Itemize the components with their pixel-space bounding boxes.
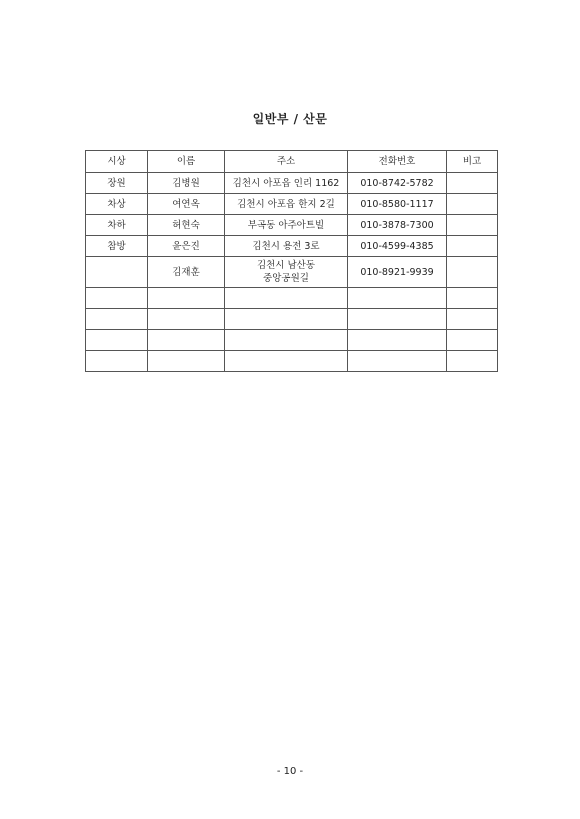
cell-phone: 010-3878-7300 bbox=[348, 215, 447, 236]
table-header-row bbox=[86, 151, 498, 173]
cell-note bbox=[447, 236, 498, 257]
cell-note bbox=[447, 173, 498, 194]
cell-award: 참방 bbox=[86, 236, 148, 257]
column-header-phone: 전화번호 bbox=[348, 151, 447, 173]
cell-name: 윤은진 bbox=[148, 236, 225, 257]
cell-name: 허현숙 bbox=[148, 215, 225, 236]
column-header-note: 비고 bbox=[447, 151, 498, 173]
cell-award bbox=[86, 257, 148, 288]
award-table bbox=[85, 150, 498, 372]
cell-address: 부곡동 아주아트빌 bbox=[225, 215, 348, 236]
cell-address: 김천시 남산동 중앙공원길 bbox=[225, 257, 348, 288]
table-row bbox=[86, 173, 498, 194]
cell-phone: 010-8580-1117 bbox=[348, 194, 447, 215]
cell-note bbox=[447, 194, 498, 215]
page-title: 일반부 / 산문 bbox=[252, 112, 328, 126]
column-header-name: 이름 bbox=[148, 151, 225, 173]
cell-note bbox=[447, 257, 498, 288]
cell-phone: 010-4599-4385 bbox=[348, 236, 447, 257]
cell-name: 김재훈 bbox=[148, 257, 225, 288]
cell-note bbox=[447, 215, 498, 236]
cell-phone: 010-8742-5782 bbox=[348, 173, 447, 194]
empty-row bbox=[86, 309, 498, 330]
cell-name: 여연옥 bbox=[148, 194, 225, 215]
empty-row bbox=[86, 288, 498, 309]
table-row bbox=[86, 236, 498, 257]
empty-row bbox=[86, 351, 498, 372]
cell-phone: 010-8921-9939 bbox=[348, 257, 447, 288]
table-row bbox=[86, 194, 498, 215]
page-number: - 10 - bbox=[276, 766, 304, 777]
cell-address: 김천시 아포읍 한지 2길 bbox=[225, 194, 348, 215]
cell-name: 김병원 bbox=[148, 173, 225, 194]
cell-award: 차하 bbox=[86, 215, 148, 236]
cell-address: 김천시 용전 3로 bbox=[225, 236, 348, 257]
column-header-award: 시상 bbox=[86, 151, 148, 173]
column-header-address: 주소 bbox=[225, 151, 348, 173]
cell-address: 김천시 아포읍 인리 1162 bbox=[225, 173, 348, 194]
table-row bbox=[86, 215, 498, 236]
cell-award: 장원 bbox=[86, 173, 148, 194]
cell-award: 차상 bbox=[86, 194, 148, 215]
table-row bbox=[86, 257, 498, 288]
empty-row bbox=[86, 330, 498, 351]
